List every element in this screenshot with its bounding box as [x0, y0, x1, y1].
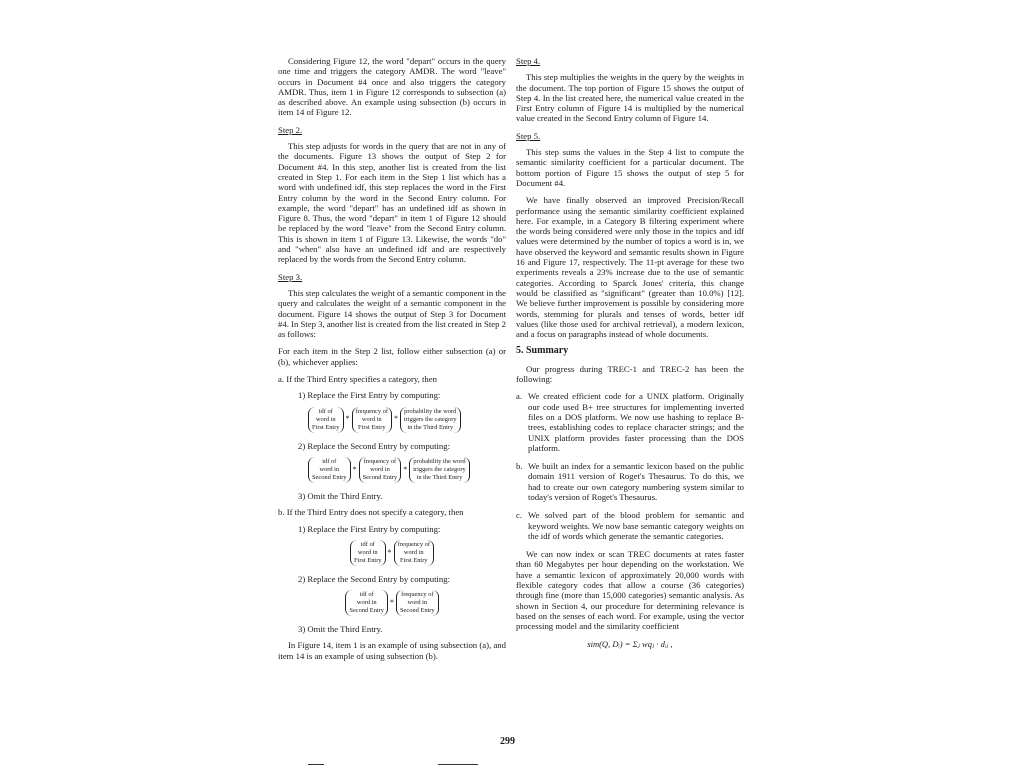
left-column [278, 56, 506, 668]
step3-heading: Step 3. [278, 271, 303, 282]
list-text: We built an index for a semantic lexicon based on the public domain 1911 version of Roget's Thesaurus. To do this, we had to create our own category numbering system similar to today's version of Roget's Thesaurus. [528, 461, 744, 502]
formula-term-line: Second Entry [312, 473, 347, 481]
formula-term [394, 540, 434, 566]
formula-term-line: word in [361, 415, 382, 423]
closing-paragraph: In Figure 14, item 1 is an example of using subsection (a), and item 14 is an example of using subsection (b). [278, 640, 506, 661]
formula-term-line: in the Third Entry [407, 423, 454, 431]
formula-term [345, 590, 388, 616]
formula-term-line: word in [315, 415, 336, 423]
subsection-a-step2: 2) Replace the Second Entry by computing: [298, 440, 450, 451]
formula-term-line: word in [407, 599, 428, 607]
subsection-b-step2: 2) Replace the Second Entry by computing: [298, 573, 450, 584]
formula-term-line: frequency of [363, 457, 397, 465]
formula-term [409, 457, 470, 483]
formula-term-line: First Entry [400, 556, 428, 564]
formula-term-line: frequency of [355, 407, 388, 415]
formula-b2 [278, 590, 506, 616]
summary-heading: 5. Summary [516, 345, 569, 357]
list-text: We created efficient code for a UNIX platform. Originally our code used B+ tree structures for implementing inverted files on a DOS platform. We now use hashing to replace B-trees, establishing codes to replace character strings; and the UNIX platform provides faster processing than the DOS platform. [528, 391, 744, 453]
step2-heading: Step 2. [278, 124, 303, 135]
formula-a2 [278, 457, 506, 483]
subsection-a-step1: 1) Replace the First Entry by computing: [298, 390, 441, 401]
step4-heading: Step 4. [516, 56, 541, 66]
formula-term [359, 457, 402, 483]
multiply-operator: * [387, 547, 392, 557]
final-paragraph: We can now index or scan TREC documents at rates faster than 60 Megabytes per hour depending on the workstation. We have a semantic lexicon of approximately 20,000 words with flexible category codes that allow a course (36 categories) through fine (more than 15,000 categories) semantic analysis. As shown in Section 4, our procedure for determining relevance is based on the senses of each word. For example, using the vector processing model and the similarity coefficient [516, 549, 744, 632]
multiply-operator: * [403, 464, 408, 474]
list-marker: b. [516, 461, 523, 472]
step3-follow-paragraph: For each item in the Step 2 list, follow either subsection (a) or (b), whichever applies: [278, 346, 506, 367]
step3-paragraph: This step calculates the weight of a semantic component in the query and calculates the weight of a semantic component in the document. Figure 14 shows the output of Step 3 for Document #4. In Step 3, another list is created from the list created in Step 2 as follows: [278, 287, 506, 340]
right-column [516, 56, 744, 649]
step2-paragraph: This step adjusts for words in the query that are not in any of the documents. Figure 13 shows the output of Step 2 for Document #4. In this step, another list is created from the list created in Step 1. For each item in the Step 1 list which has a word with undefined idf, this step replaces the word in the First Entry column by the word in the Second Entry column. For example, the word "depart" has an undefined idf as shown in Figure 8. Thus, the word "depart" in item 1 of Figure 12 should be replaced by the word "leave" from the Second Entry column. This is shown in item 1 of Figure 13. Likewise, the words "do" and "when" also have an undefined idf and are respectively replaced by the words from the Second Entry column. [278, 141, 506, 265]
formula-term-line: frequency of [397, 540, 430, 548]
formula-a1 [278, 407, 506, 433]
multiply-operator: * [394, 414, 398, 424]
similarity-equation: sim(Q, Dᵢ) = Σⱼ wqⱼ · dᵢⱼ , [587, 638, 673, 649]
subsection-b-step1: 1) Replace the First Entry by computing: [298, 523, 441, 534]
formula-term-line: First Entry [358, 423, 386, 431]
results-paragraph: We have finally observed an improved Precision/Recall performance using the semantic similarity coefficient explained here. For example, in a Category B filtering experiment where the words being considered were only those in the topics and idf values were determined by the number of topics a word is in, we have observed the keyword and semantic results shown in Figure 16 and Figure 17, respectively. The 11-pt average for these two experiments reveals a 23% increase due to the use of semantic categories. According to Sparck Jones' criteria, this change would be classified as "significant" (greater than 10.0%) [12]. We believe further improvement is possible by considering more words, stemming for plurals and tenses of words, better idf values (like those used for archival retrieval), a modern lexicon, and a focus on paragraphs instead of whole documents. [516, 195, 744, 340]
formula-term-line: First Entry [312, 423, 340, 431]
list-text: We solved part of the blood problem for semantic and keyword weights. We now base semantic category weights on the idf of words which generate the semantic categories. [528, 510, 744, 541]
step4-paragraph: This step multiplies the weights in the query by the weights in the document. The top portion of Figure 15 shows the output of Step 4. In the list created here, the numerical value created in the First Entry column of Figure 14 is multiplied by the numerical value created in the Second Entry column of Figure 14. [516, 72, 744, 124]
formula-term-line: idf of [318, 407, 333, 415]
formula-term-line: Second Entry [349, 607, 384, 615]
summary-intro: Our progress during TREC-1 and TREC-2 has been the following: [516, 363, 744, 385]
formula-term [308, 407, 344, 433]
subsection-a: a. If the Third Entry specifies a category, then [278, 374, 437, 385]
list-marker: a. [516, 391, 523, 402]
summary-item-c [516, 510, 744, 541]
list-marker: c. [516, 510, 523, 521]
summary-item-a [516, 391, 744, 453]
summary-item-b [516, 461, 744, 502]
subsection-a-step3: 3) Omit the Third Entry. [298, 490, 383, 501]
formula-b1 [278, 540, 506, 566]
step5-heading: Step 5. [516, 130, 541, 141]
subsection-b: b. If the Third Entry does not specify a category, then [278, 507, 464, 518]
formula-term [352, 407, 392, 433]
formula-term [400, 407, 461, 433]
formula-term-line: frequency of [401, 591, 434, 599]
step5-paragraph: This step sums the values in the Step 4 list to compute the semantic similarity coefficient for a particular document. The bottom portion of Figure 15 shows the output of step 5 for Document #4. [516, 147, 744, 188]
formula-term [308, 457, 351, 483]
bottom-rule [308, 764, 324, 765]
formula-term [350, 540, 386, 566]
summary-list [516, 391, 744, 541]
formula-term-line: Second Entry [362, 473, 398, 481]
multiply-operator: * [390, 597, 394, 607]
multiply-operator: * [352, 464, 357, 474]
formula-term-line: in the Third Entry [416, 473, 463, 481]
formula-term-line: triggers the category [413, 465, 466, 473]
formula-term-line: Second Entry [400, 607, 435, 615]
formula-term-line: word in [319, 465, 340, 473]
formula-term [396, 590, 439, 616]
formula-term-line: word in [403, 548, 424, 556]
formula-term-line: probability the word [404, 407, 457, 415]
page-number: 299 [500, 736, 515, 747]
multiply-operator: * [345, 414, 350, 424]
formula-term-line: idf of [322, 457, 337, 465]
intro-paragraph: Considering Figure 12, the word "depart" occurs in the query one time and triggers the category AMDR. The word "leave" occurs in Document #4 once and also triggers the category AMDR. Thus, item 1 in Figure 12 corresponds to subsection (a) as described above. An example using subsection (b) occurs in item 14 of Figure 12. [278, 56, 506, 118]
bottom-rule [438, 764, 478, 765]
subsection-b-step3: 3) Omit the Third Entry. [298, 624, 383, 635]
formula-term-line: word in [357, 548, 378, 556]
formula-term-line: probability the word [413, 457, 466, 465]
formula-term-line: word in [370, 465, 390, 473]
formula-term-line: idf of [359, 591, 374, 599]
formula-term-line: idf of [360, 540, 375, 548]
formula-term-line: triggers the category [404, 415, 457, 423]
formula-term-line: First Entry [354, 556, 382, 564]
formula-term-line: word in [356, 599, 377, 607]
